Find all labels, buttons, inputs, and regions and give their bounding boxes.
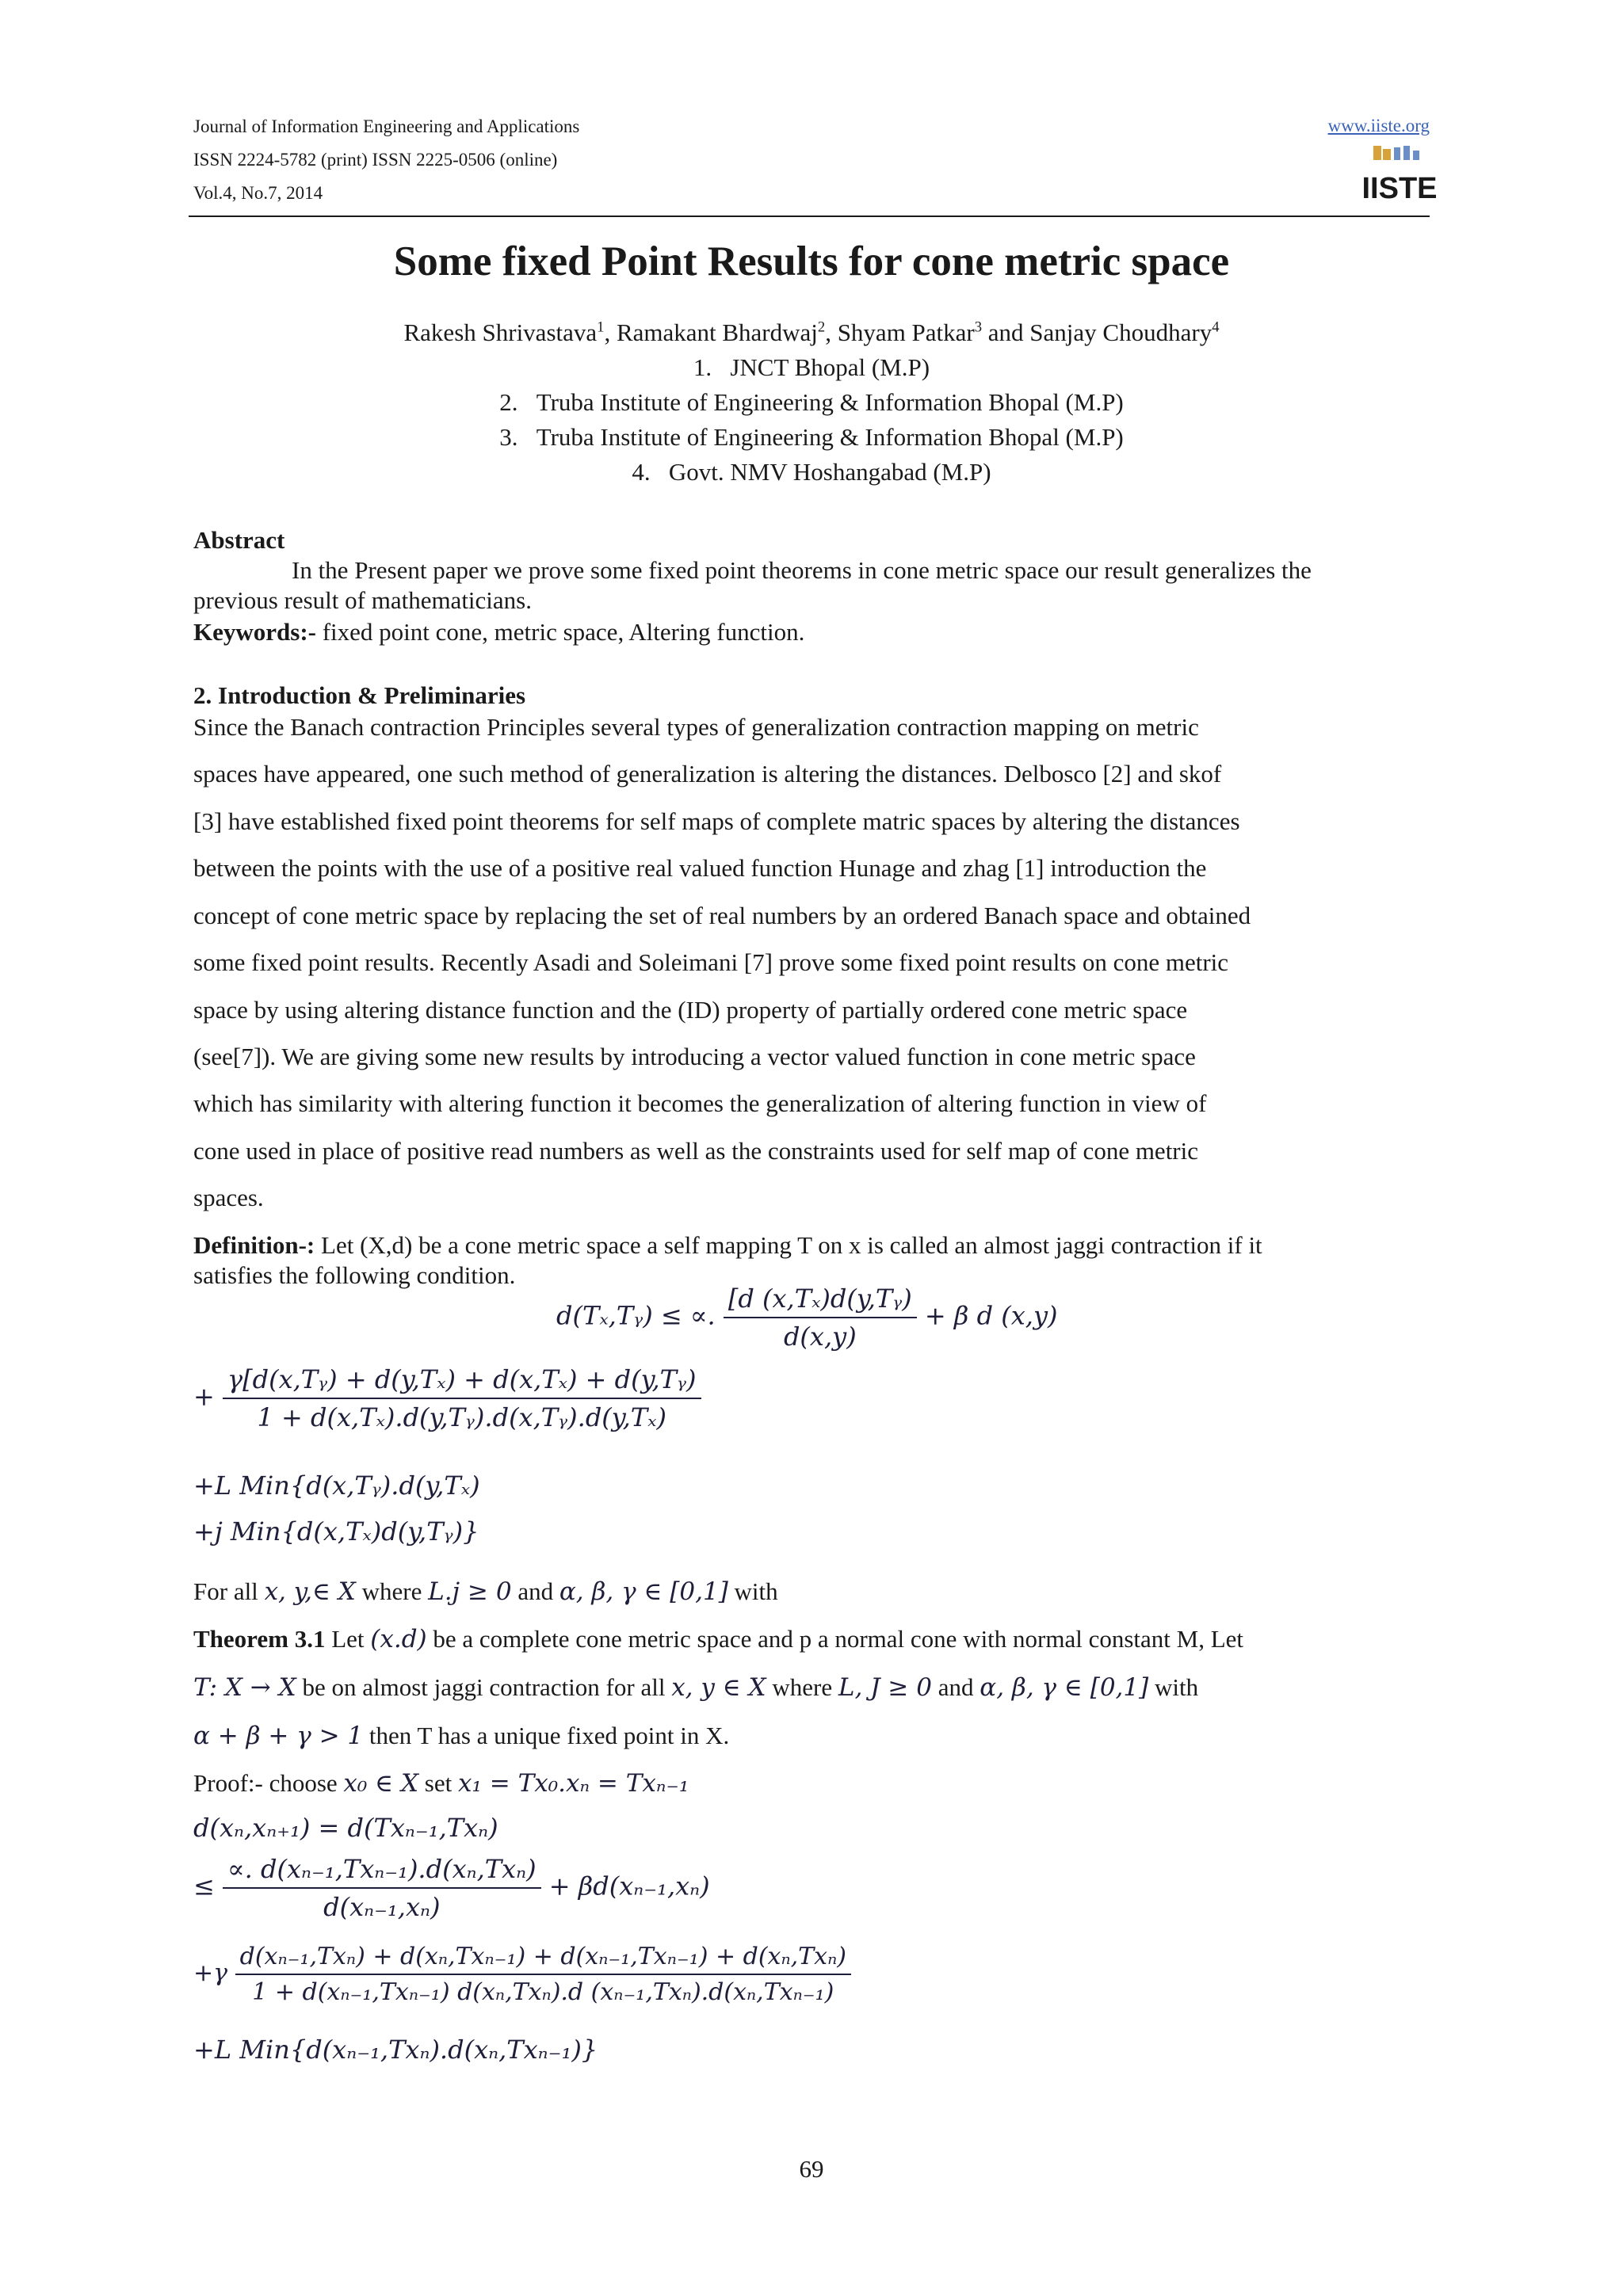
affiliation-1: 1. JNCT Bhopal (M.P): [693, 353, 930, 381]
intro-line: some fixed point results. Recently Asadi and Soleimani [7] prove some fixed point results on cone metric: [193, 948, 1229, 976]
forall-condition: For all x, y,∈ X where L.j ≥ 0 and α, β, γ ∈ [0,1] with: [193, 1577, 778, 1606]
intro-line: cone used in place of positive read numbers as well as the constraints used for self map of cone metric: [193, 1137, 1199, 1165]
equation-contraction-main: d(Tₓ,Tᵧ) ≤ ∝. $\frac{\text{[d (x,Tₓ)d(y,Tᵧ)}}{d(x,y)}$ + β d (x,y): [556, 1283, 1058, 1352]
equation-L-min-term: +L Min{d(x,Tᵧ).d(y,Tₓ): [193, 1470, 480, 1501]
page-number: 69: [799, 2155, 824, 2183]
abstract-heading: Abstract: [193, 526, 285, 554]
proof-line-1: Proof:- choose x₀ ∈ X set x₁ = Tx₀.xₙ = Txₙ₋₁: [193, 1769, 689, 1798]
journal-volume: Vol.4, No.7, 2014: [193, 183, 323, 203]
logo-text: IISTE: [1361, 172, 1438, 205]
proof-equation-4: +L Min{d(xₙ₋₁,Txₙ).d(xₙ,Txₙ₋₁)}: [193, 2035, 598, 2065]
proof-equation-1: d(xₙ,xₙ₊₁) = d(Txₙ₋₁,Txₙ): [193, 1813, 498, 1843]
abstract-line-2: previous result of mathematicians.: [193, 586, 532, 614]
proof-equation-2: ≤ $\frac{\text{∝. d(xₙ₋₁,Txₙ₋₁).d(xₙ,Txₙ)}}{\text{d(xₙ₋₁,xₙ)}}$ + βd(xₙ₋₁,xₙ): [193, 1854, 710, 1922]
intro-line: spaces have appeared, one such method of generalization is altering the distances. Delbosco [2] and skof: [193, 760, 1222, 788]
theorem-line-3: α + β + γ > 1 then T has a unique fixed point in X.: [193, 1722, 730, 1750]
abstract-line-1: In the Present paper we prove some fixed point theorems in cone metric space our result generalizes the: [292, 556, 1312, 584]
intro-line: space by using altering distance function and the (ID) property of partially ordered cone metric space: [193, 996, 1188, 1024]
definition-line-2: satisfies the following condition.: [193, 1261, 516, 1289]
affiliation-2: 2. Truba Institute of Engineering & Information Bhopal (M.P): [499, 388, 1124, 416]
intro-line: which has similarity with altering function it becomes the generalization of altering function in view of: [193, 1089, 1207, 1117]
intro-line: between the points with the use of a positive real valued function Hunage and zhag [1] introduction the: [193, 854, 1207, 882]
intro-line: spaces.: [193, 1184, 264, 1211]
proof-equation-3: +γ $\frac{\text{d(xₙ₋₁,Txₙ) + d(xₙ,Txₙ₋₁) + d(xₙ₋₁,Txₙ₋₁) + d(xₙ,Txₙ)}}{\text{1 + d(xₙ₋₁,Txₙ₋₁) d(xₙ,Txₙ).d (xₙ₋₁,Txₙ).d(xₙ,Txₙ₋₁)}}$: [193, 1943, 851, 2006]
theorem-line-1: Theorem 3.1 Let (x.d) be a complete cone metric space and p a normal cone with normal constant M, Let: [193, 1625, 1244, 1653]
definition-line-1: Definition-: Let (X,d) be a cone metric space a self mapping T on x is called an almost jaggi contraction if it: [193, 1231, 1262, 1259]
keywords: Keywords:- fixed point cone, metric space, Altering function.: [193, 618, 805, 646]
iiste-logo: [1361, 146, 1438, 206]
intro-line: (see[7]). We are giving some new results by introducing a vector valued function in cone metric space: [193, 1043, 1196, 1070]
intro-line: concept of cone metric space by replacing the set of real numbers by an ordered Banach space and obtained: [193, 902, 1251, 929]
equation-gamma-term: + $\frac{\text{γ[d(x,Tᵧ) + d(y,Tₓ) + d(x,Tₓ) + d(y,Tᵧ)}}{\text{1 + d(x,Tₓ).d(y,Tᵧ).d(x,Tᵧ).d(y,Tₓ)}}$: [193, 1364, 701, 1432]
author-line: Rakesh Shrivastava$^1$, Ramakant Bhardwaj$^2$, Shyam Patkar$^3$ and Sanjay Choudhary$^4$: [403, 318, 1220, 346]
paper-title: Some fixed Point Results for cone metric space: [393, 238, 1230, 284]
header-rule: [189, 215, 1430, 217]
section-heading-intro: 2. Introduction & Preliminaries: [193, 681, 526, 709]
theorem-line-2: T: X → X be on almost jaggi contraction for all x, y ∈ X where L, J ≥ 0 and α, β, γ ∈ [0,1] with: [193, 1673, 1199, 1702]
journal-issn: ISSN 2224-5782 (print) ISSN 2225-0506 (online): [193, 150, 558, 170]
affiliation-4: 4. Govt. NMV Hoshangabad (M.P): [632, 458, 991, 486]
equation-j-min-term: +j Min{d(x,Tₓ)d(y,Tᵧ)}: [193, 1516, 479, 1547]
journal-name: Journal of Information Engineering and Applications: [193, 116, 580, 136]
intro-line: [3] have established fixed point theorems for self maps of complete matric spaces by altering the distances: [193, 807, 1240, 835]
affiliation-3: 3. Truba Institute of Engineering & Information Bhopal (M.P): [499, 423, 1124, 451]
journal-url-link[interactable]: www.iiste.org: [1327, 116, 1430, 135]
intro-line: Since the Banach contraction Principles several types of generalization contraction mapping on metric: [193, 713, 1199, 741]
